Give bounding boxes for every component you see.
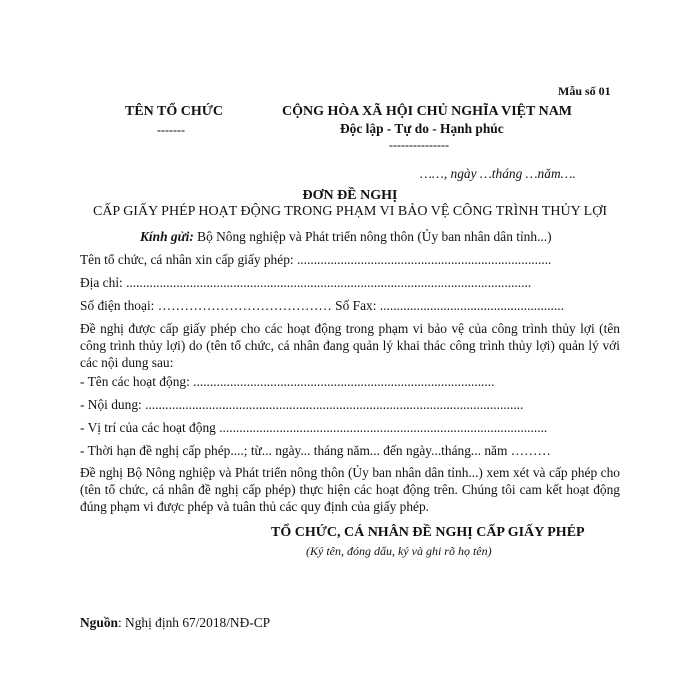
document-title: ĐƠN ĐỀ NGHỊ	[302, 188, 398, 203]
commitment-paragraph: Đề nghị Bộ Nông nghiệp và Phát triển nông thôn (Ủy ban nhân dân tỉnh...) xem xét và cấp phép cho (tên tổ chức, cá nhân đề nghị cấp phép) thực hiện các hoạt động trên. Chúng tôi cam kết hoạt động đúng phạm vi được phép và tuân thủ các quy định của giấy phép.	[80, 465, 620, 514]
source-text: : Nghị định 67/2018/NĐ-CP	[117, 615, 271, 630]
request-paragraph: Đề nghị được cấp giấy phép cho các hoạt động trong phạm vi bảo vệ của công trình thủy lợi (tên công trình thủy lợi) do (tên tổ chức, cá nhân đang quản lý khai thác công trình thủy lợi) quản lý với các nội dung sau:	[80, 321, 620, 370]
org-divider: -------	[157, 123, 185, 137]
date-line: ……, ngày …tháng …năm….	[420, 166, 576, 181]
motto-divider: ---------------	[389, 138, 449, 152]
signature-note: (Ký tên, đóng dấu, ký và ghi rõ họ tên)	[306, 544, 492, 558]
republic-name: CỘNG HÒA XÃ HỘI CHỦ NGHĨA VIỆT NAM	[282, 104, 573, 119]
source-label: Nguồn	[80, 615, 118, 630]
source-line	[80, 615, 270, 631]
address-field: Địa chỉ: .........................................................................................................................	[80, 275, 532, 290]
location-field: - Vị trí của các hoạt động ..................................................................................................	[80, 420, 548, 435]
recipient-text: Bộ Nông nghiệp và Phát triển nông thôn (Ủy ban nhân dân tỉnh...)	[193, 229, 552, 244]
signature-title: TỔ CHỨC, CÁ NHÂN ĐỀ NGHỊ CẤP GIẤY PHÉP	[271, 525, 585, 540]
activities-field: - Tên các hoạt động: ..........................................................................................	[80, 374, 495, 389]
duration-field: - Thời hạn đề nghị cấp phép....; từ... ngày... tháng năm... đến ngày...tháng... năm ………	[80, 443, 551, 458]
recipient-line	[140, 229, 552, 245]
recipient-label: Kính gửi:	[140, 229, 194, 244]
content-field: - Nội dung: .................................................................................................................	[80, 397, 524, 412]
form-code: Mẫu số 01	[558, 84, 611, 98]
org-name-field: Tên tổ chức, cá nhân xin cấp giấy phép: ............................................................................	[80, 252, 552, 267]
document-subtitle: CẤP GIẤY PHÉP HOẠT ĐỘNG TRONG PHẠM VI BẢO VỆ CÔNG TRÌNH THỦY LỢI	[92, 204, 607, 219]
national-motto: Độc lập - Tự do - Hạnh phúc	[340, 121, 504, 136]
org-name-label: TÊN TỔ CHỨC	[125, 104, 224, 119]
phone-fax-field: Số điện thoại: ………………………………… Số Fax: .......................................................	[80, 298, 564, 313]
